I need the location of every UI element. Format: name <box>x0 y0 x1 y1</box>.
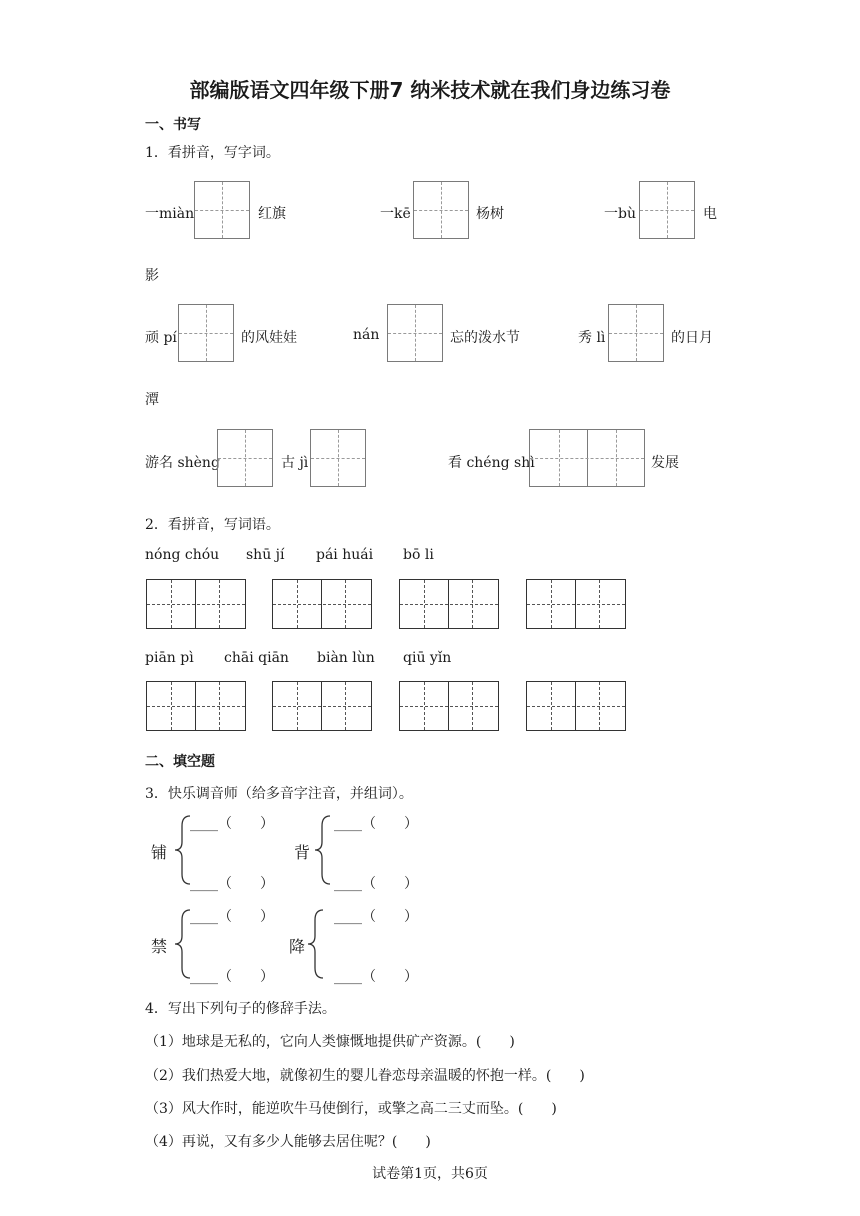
q3-char-jin: 禁 <box>151 937 168 956</box>
writing-box[interactable] <box>608 304 664 362</box>
q2-pinyin-qiuyin: qiū yǐn <box>403 650 452 666</box>
word-grid[interactable] <box>272 579 372 629</box>
word-grid[interactable] <box>146 579 246 629</box>
q2-pinyin-paihuai: pái huái <box>316 547 374 563</box>
section-heading-writing: 一、书写 <box>145 117 201 133</box>
q3-char-bei: 背 <box>294 843 311 862</box>
q4-item[interactable]: （4）再说，又有多少人能够去居住呢？( ) <box>145 1134 431 1150</box>
writing-box[interactable] <box>194 181 250 239</box>
q3-blank[interactable]: ____（ ） <box>190 876 274 892</box>
word-grid[interactable] <box>399 579 499 629</box>
q1-text-riyue: 的日月 <box>671 330 713 346</box>
word-grid[interactable] <box>526 681 626 731</box>
q1-pinyin-ke: 一kē <box>380 206 411 222</box>
writing-box[interactable] <box>310 429 366 487</box>
q2-pinyin-pianpi: piān pì <box>145 650 194 666</box>
q3-blank[interactable]: ____（ ） <box>190 909 274 925</box>
q2-pinyin-nongchou: nóng chóu <box>145 547 220 563</box>
q2-pinyin-chaiqian: chāi qiān <box>224 650 289 666</box>
brace-icon <box>303 906 333 982</box>
q4-item[interactable]: （1）地球是无私的，它向人类慷慨地提供矿产资源。( ) <box>145 1034 515 1050</box>
q3-blank[interactable]: ____（ ） <box>334 876 418 892</box>
q3-char-jiang: 降 <box>289 937 306 956</box>
q1-pinyin-mian: 一miàn <box>145 206 195 222</box>
q1-pinyin-chengshi: 看 chéng shì <box>448 455 535 471</box>
writing-box[interactable] <box>413 181 469 239</box>
page-footer: 试卷第1页，共6页 <box>372 1166 488 1182</box>
writing-box[interactable] <box>387 304 443 362</box>
writing-box-double[interactable] <box>529 429 645 487</box>
q1-text-yangshu: 杨树 <box>476 206 504 222</box>
section-heading-fill-blanks: 二、填空题 <box>145 754 215 770</box>
q1-pinyin-li: 秀 lì <box>578 330 606 346</box>
q1-text-fazhan: 发展 <box>651 455 679 471</box>
q2-pinyin-shuji: shū jí <box>246 547 285 563</box>
q1-text-poshuijie: 忘的泼水节 <box>450 330 520 346</box>
question-4-prompt: 4．写出下列句子的修辞手法。 <box>145 1001 336 1017</box>
q1-pinyin-bu: 一bù <box>604 206 636 222</box>
question-2-prompt: 2．看拼音，写词语。 <box>145 517 280 533</box>
q1-pinyin-pi: 顽 pí <box>145 330 177 346</box>
q3-blank[interactable]: ____（ ） <box>190 969 274 985</box>
q4-item[interactable]: （3）风大作时，能逆吹牛马使倒行，或擎之高二三丈而坠。( ) <box>145 1101 557 1117</box>
q3-char-pu: 铺 <box>151 843 168 862</box>
writing-box[interactable] <box>217 429 273 487</box>
q1-pinyin-sheng: 游名 shèng <box>145 455 220 471</box>
q3-blank[interactable]: ____（ ） <box>334 909 418 925</box>
q1-text-tan: 潭 <box>145 392 159 408</box>
q3-blank[interactable]: ____（ ） <box>334 816 418 832</box>
q3-blank[interactable]: ____（ ） <box>334 969 418 985</box>
q1-text-fengwawa: 的风娃娃 <box>241 330 297 346</box>
word-grid[interactable] <box>399 681 499 731</box>
question-3-prompt: 3．快乐调音师（给多音字注音，并组词）。 <box>145 786 413 802</box>
q1-text-hongqi: 红旗 <box>258 206 286 222</box>
question-1-prompt: 1．看拼音，写字词。 <box>145 145 280 161</box>
q1-pinyin-ji: 古 jì <box>281 455 309 471</box>
q2-pinyin-bianlun: biàn lùn <box>317 650 375 666</box>
writing-box[interactable] <box>178 304 234 362</box>
q4-item[interactable]: （2）我们热爱大地，就像初生的婴儿眷恋母亲温暖的怀抱一样。( ) <box>145 1068 585 1084</box>
q1-text-dian: 电 <box>703 206 717 222</box>
page-title: 部编版语文四年级下册7 纳米技术就在我们身边练习卷 <box>189 78 671 102</box>
q3-blank[interactable]: ____（ ） <box>190 816 274 832</box>
q1-pinyin-nan: nán <box>353 327 380 343</box>
q1-text-ying: 影 <box>145 268 159 284</box>
word-grid[interactable] <box>272 681 372 731</box>
word-grid[interactable] <box>526 579 626 629</box>
word-grid[interactable] <box>146 681 246 731</box>
writing-box[interactable] <box>639 181 695 239</box>
q2-pinyin-boli: bō li <box>403 547 434 563</box>
